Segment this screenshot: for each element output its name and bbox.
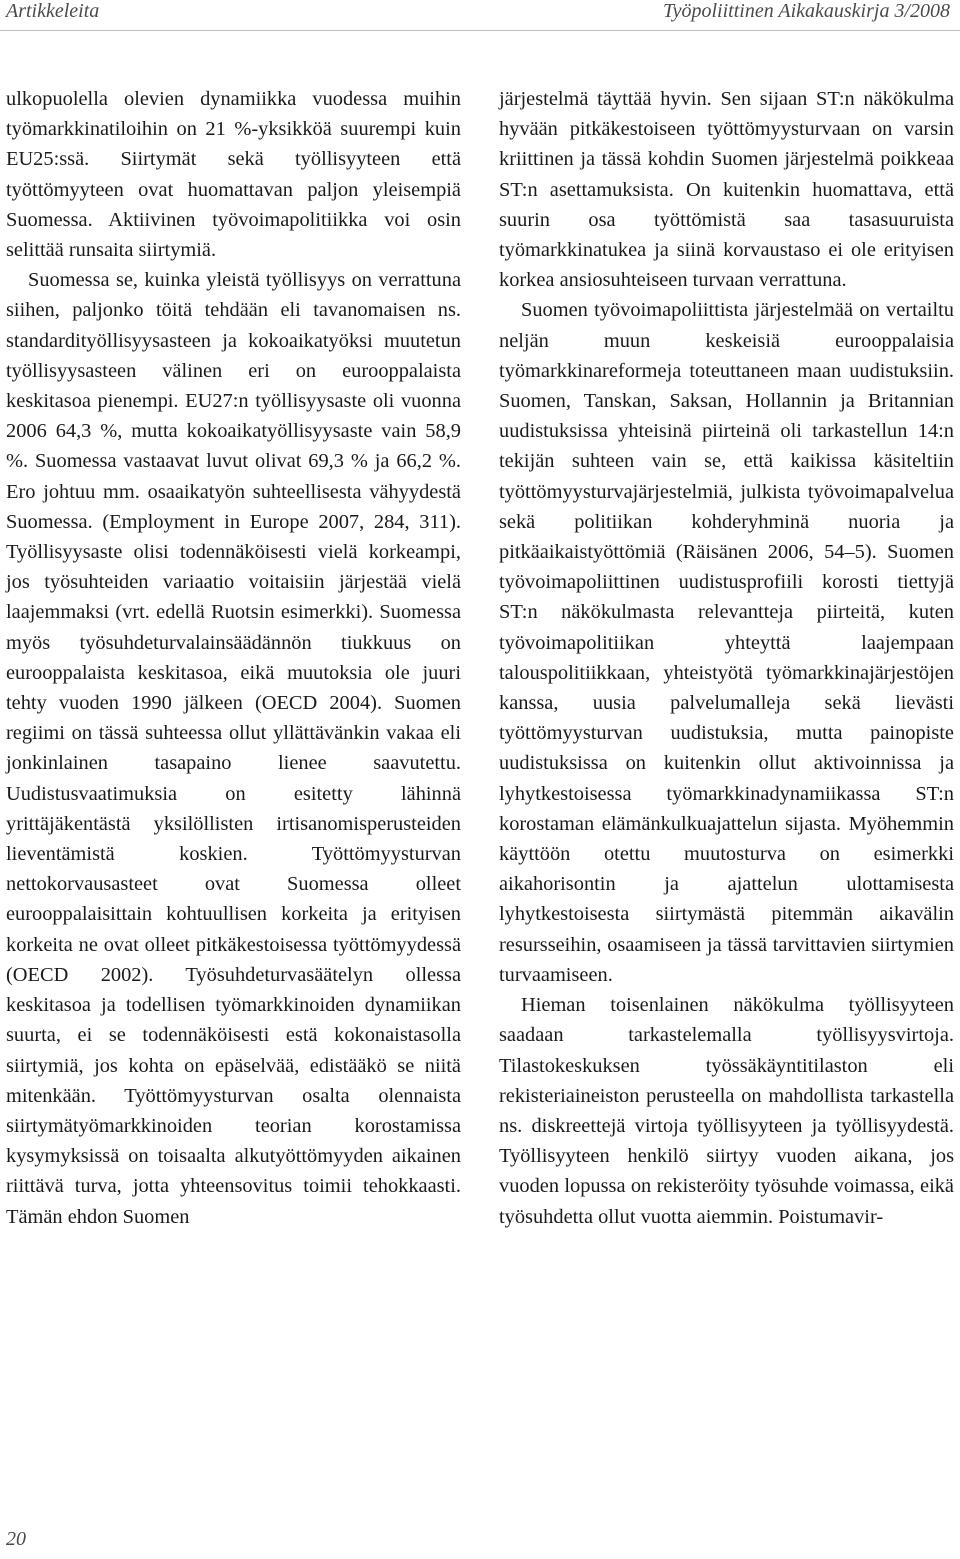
running-header [0,0,960,30]
section-title: Artikkeleita [6,0,100,22]
paragraph: Hieman toisenlainen näkökulma työllisyyteen saadaan tarkastelemalla työllisyysvirtoja. Tilastokeskuksen työssäkäyntitilaston eli rekisteriaineiston perusteella on mahdollista tarkastella ns. diskreettejä virtoja työllisyyteen ja työllisyydestä. Työllisyyteen henkilö siirtyy vuoden aikana, jos vuoden lopussa on rekisteröity työsuhde voimassa, eikä työsuhdetta ollut vuotta aiemmin. Poistumavir- [499,994,954,1228]
journal-title: Työpoliittinen Aikakauskirja 3/2008 [662,0,950,22]
header-divider [0,30,960,31]
left-column [6,84,461,1232]
paragraph: Suomessa se, kuinka yleistä työllisyys on verrattuna siihen, paljonko töitä tehdään eli tavanomaisen ns. standardityöllisyysasteen ja kokoaikatyöksi muutetun työllisyysasteen välinen eri on eurooppalaista keskitasoa pienempi. EU27:n työllisyysaste oli vuonna 2006 64,3 %, mutta kokoaikatyöllisyysaste vain 58,9 %. Suomessa vastaavat luvut olivat 69,3 % ja 66,2 %. Ero johtuu mm. osaaikatyön suhteellisesta vähyydestä Suomessa. (Employment in Europe 2007, 284, 311). Työllisyysaste olisi todennäköisesti vielä korkeampi, jos työsuhteiden variaatio voitaisiin järjestää vielä laajemmaksi (vrt. edellä Ruotsin esimerkki). Suomessa myös työsuhdeturvalainsäädännön tiukkuus on eurooppalaista keskitasoa, eikä muutoksia ole juuri tehty vuoden 1990 jälkeen (OECD 2004). Suomen regiimi on tässä suhteessa ollut yllättävänkin vakaa eli jonkinlainen tasapaino lienee saavutettu. Uudistusvaatimuksia on esitetty lähinnä yrittäjäkentästä yksilöllisten irtisanomisperusteiden lieventämistä koskien. Työttömyysturvan nettokorvausasteet ovat Suomessa olleet eurooppalaisittain kohtuullisen korkeita ja erityisen korkeita ne ovat olleet pitkäkestoisessa työttömyydessä (OECD 2002). Työsuhdeturvasäätelyn ollessa keskitasoa ja todellisen työmarkkinoiden dynamiikan suurta, ei se todennäköisesti estä kokonaistasolla siirtymiä, jos kohta on epäselvää, edistääkö se niitä mitenkään. Työttömyysturvan osalta olennaista siirtymätyömarkkinoiden teorian korostamissa kysymyksissä on toisaalta alkutyöttömyyden aikainen riittävä turva, jotta yhteensovitus toimii tehokkaasti. Tämän ehdon Suomen [6,269,461,1228]
page-number: 20 [6,1528,26,1550]
right-column [499,84,954,1232]
paragraph: Suomen työvoimapoliittista järjestelmää on vertailtu neljän muun keskeisiä eurooppalaisia työmarkkinareformeja toteuttaneen maan uudistuksiin. Suomen, Tanskan, Saksan, Hollannin ja Britannian uudistuksissa yhteisinä piirteinä oli tarkastellun 14:n tekijän suhteen vain se, että kaikissa käsiteltiin työttömyysturvajärjestelmiä, julkista työvoimapalvelua sekä politiikan kohderyhminä nuoria ja pitkäaikaistyöttömiä (Räisänen 2006, 54–5). Suomen työvoimapoliittinen uudistusprofiili korosti tiettyjä ST:n näkökulmasta relevantteja piirteitä, kuten työvoimapolitiikan yhteyttä laajempaan talouspolitiikkaan, yhteistyötä työmarkkinajärjestöjen kanssa, uusia palvelumalleja sekä lievästi työttömyysturvan uudistuksia, mutta painopiste uudistuksissa on kuitenkin ollut aktivoinnissa ja lyhytkestoisessa työmarkkinadynamiikassa ST:n korostaman elämänkulkuajattelun sijasta. Myöhemmin käyttöön otettu muutosturva on esimerkki aikahorisontin ja ajattelun ulottamisesta lyhytkestoisesta siirtymästä pitemmän aikavälin resursseihin, osaamiseen ja tässä tarvittavien siirtymien turvaamiseen. [499,299,954,986]
paragraph: ulkopuolella olevien dynamiikka vuodessa muihin työmarkkinatiloihin on 21 %-yksikköä suurempi kuin EU25:ssä. Siirtymät sekä työllisyyteen että työttömyyteen ovat huomattavan paljon yleisempiä Suomessa. Aktiivinen työvoimapolitiikka voi osin selittää runsaita siirtymiä. [6,88,461,262]
paragraph: järjestelmä täyttää hyvin. Sen sijaan ST:n näkökulma hyvään pitkäkestoiseen työttömyysturvaan on varsin kriittinen ja tässä kohdin Suomen järjestelmä poikkeaa ST:n asettamuksista. On kuitenkin huomattava, että suurin osa työttömistä saa tasasuuruista työmarkkinatukea ja siinä korvaustaso ei ole erityisen korkea ansiosuhteiseen turvaan verrattuna. [499,88,954,292]
